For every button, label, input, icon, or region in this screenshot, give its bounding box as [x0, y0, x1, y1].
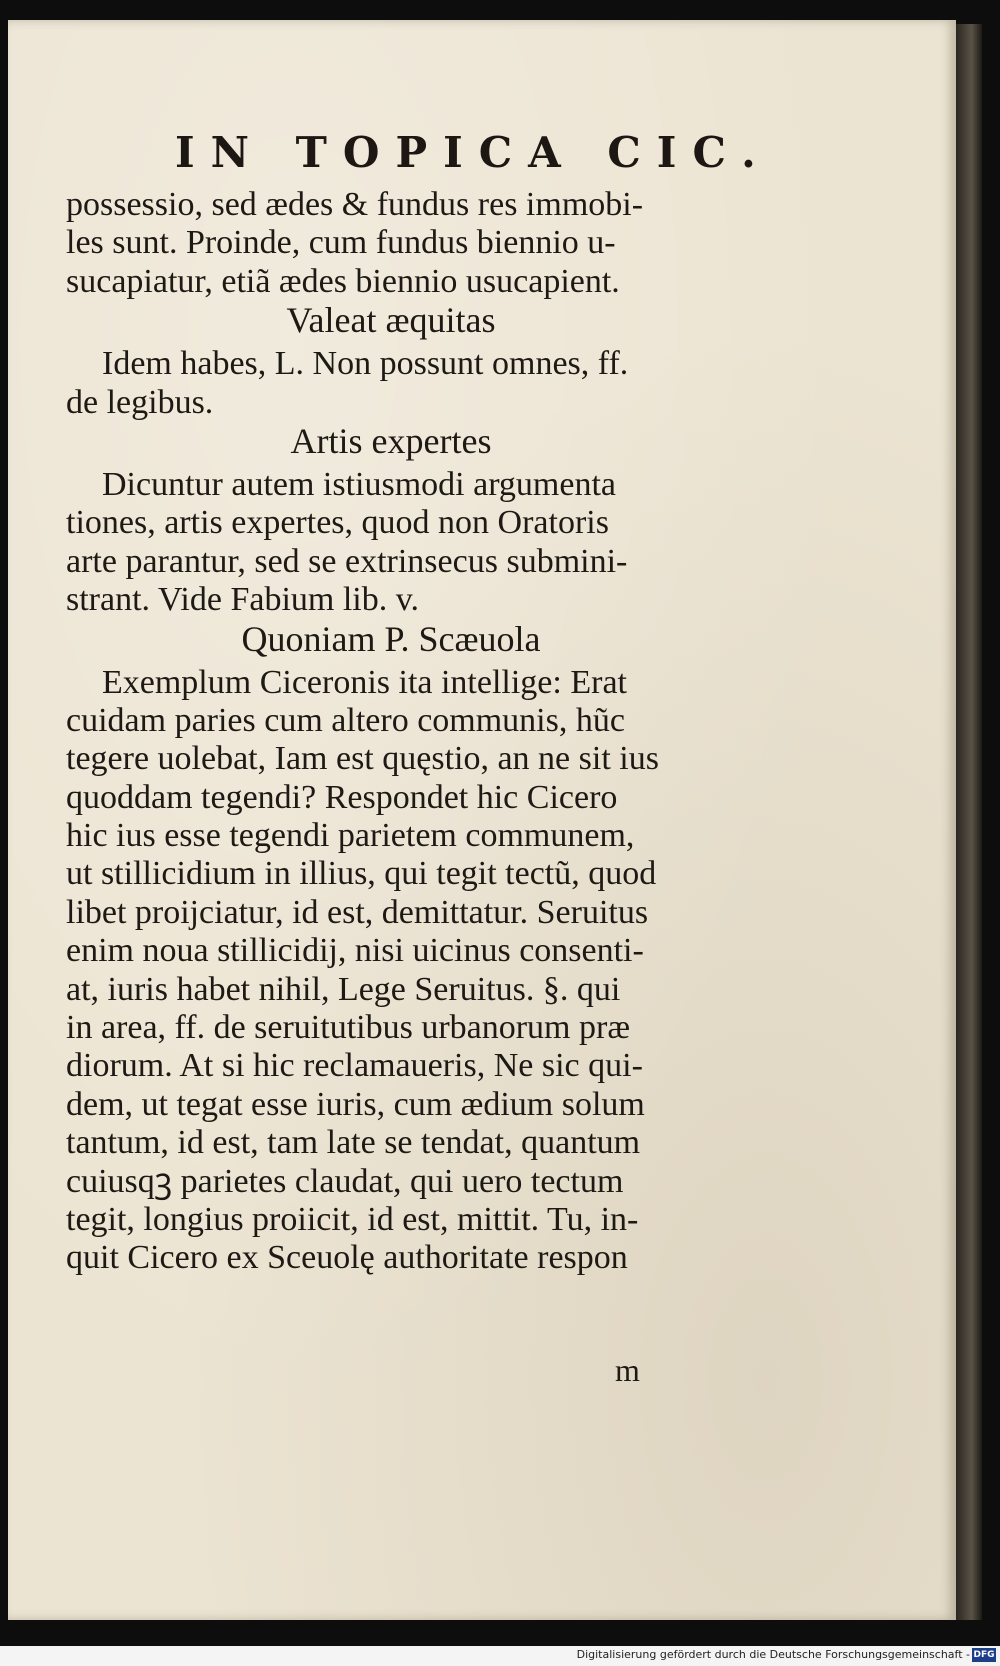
text-line: cuidam paries cum altero communis, hũc [66, 701, 625, 739]
text-line: in area, ff. de seruitutibus urbanorum præ [66, 1009, 631, 1047]
text-line: dem, ut tegat esse iuris, cum ædium solum [66, 1085, 645, 1123]
text-line: quit Cicero ex Sceuolę authoritate respon [66, 1239, 628, 1277]
text-line: enim noua stillicidĳ, nisi uicinus consenti- [66, 932, 644, 970]
text-line: Idem habes, L. Non possunt omnes, ff. [102, 345, 629, 383]
text-line: les sunt. Proinde, cum fundus biennio u- [66, 224, 616, 262]
text-line: de legibus. [66, 383, 214, 421]
text-line: tantum, id est, tam late se tendat, quantum [66, 1124, 641, 1162]
text-line: Exemplum Ciceronis ita intellige: Erat [102, 663, 627, 701]
running-header: IN TOPICA CIC. [175, 128, 772, 177]
footer-credit: Digitalisierung gefördert durch die Deutsche Forschungsgemeinschaft - [576, 1648, 970, 1661]
dfg-logo-icon: DFG [973, 1650, 995, 1660]
text-line: tiones, artis expertes, quod non Oratoris [66, 504, 609, 542]
text-line: diorum. At si hic reclamaueris, Ne sic qui- [66, 1047, 643, 1085]
text-line: tegere uolebat, Iam est quęstio, an ne sit ius [66, 740, 659, 778]
book-edge [956, 24, 982, 1620]
section-heading: Artis expertes [290, 420, 492, 461]
text-line: Dicuntur autem istiusmodi argumenta [102, 465, 617, 503]
text-line: arte parantur, sed se extrinsecus submini- [66, 542, 628, 580]
catchword: m [615, 1352, 640, 1388]
text-line: strant. Vide Fabium lib. v. [66, 581, 420, 619]
section-heading: Quoniam P. Scæuola [241, 618, 541, 659]
text-line: libet proĳciatur, id est, demittatur. Seruitus [66, 893, 649, 931]
text-line: tegit, longius proiicit, id est, mittit. Tu, in- [66, 1200, 639, 1238]
text-line: ut stillicidium in illius, qui tegit tectũ, quod [66, 855, 657, 893]
text-line: possessio, sed ædes & fundus res immobi- [66, 186, 644, 223]
text-line: sucapiatur, etiã ædes biennio usucapient. [66, 262, 620, 300]
text-line: hic ius esse tegendi parietem communem, [66, 817, 635, 855]
text-line: cuiusqꝫ parietes claudat, qui uero tectum [66, 1162, 624, 1200]
text-line: quoddam tegendi? Respondet hic Cicero [66, 778, 618, 816]
text-line: at, iuris habet nihil, Lege Seruitus. §. qui [66, 970, 621, 1008]
page-body-text [66, 186, 736, 1278]
section-heading: Valeat æquitas [286, 300, 496, 341]
